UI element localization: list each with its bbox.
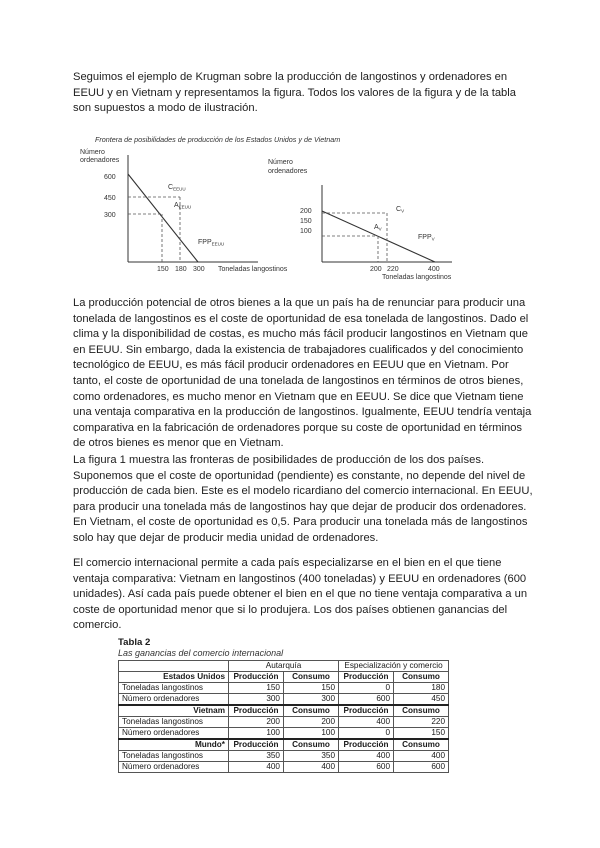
vn-ylabel-line2: ordenadores bbox=[268, 168, 308, 175]
vn-xtick-220: 220 bbox=[387, 266, 399, 273]
table-cell: 0 bbox=[339, 728, 394, 740]
vn-xtick-200: 200 bbox=[370, 266, 382, 273]
usa-xtick-180: 180 bbox=[175, 266, 187, 273]
row-label: Número ordenadores bbox=[119, 728, 229, 740]
table-cell: 400 bbox=[284, 762, 339, 773]
table-row bbox=[119, 694, 449, 706]
column-header: Producción bbox=[339, 705, 394, 717]
table-cell: 350 bbox=[284, 751, 339, 762]
vn-point-c-label: $C_V$ bbox=[396, 206, 405, 214]
table-cell: 400 bbox=[339, 751, 394, 762]
vn-ylabel-line1: Número bbox=[268, 159, 293, 166]
table-cell: 600 bbox=[339, 762, 394, 773]
vn-xlabel: Toneladas langostinos bbox=[382, 274, 452, 281]
table-cell: 450 bbox=[394, 694, 449, 706]
usa-ytick-300: 300 bbox=[104, 212, 116, 219]
section-header-row bbox=[119, 739, 449, 751]
vn-frontier-label: $FPP_V$ bbox=[418, 234, 435, 242]
column-header: Consumo bbox=[284, 705, 339, 717]
table-row bbox=[119, 728, 449, 740]
row-label: Toneladas langostinos bbox=[119, 751, 229, 762]
table-cell: 350 bbox=[229, 751, 284, 762]
table-cell: 400 bbox=[394, 751, 449, 762]
table-subtitle: Las ganancias del comercio internacional bbox=[118, 648, 284, 658]
column-header: Producción bbox=[229, 705, 284, 717]
usa-panel bbox=[80, 149, 288, 273]
group-especializacion: Especialización y comercio bbox=[339, 661, 449, 672]
table-cell: 400 bbox=[339, 717, 394, 728]
table-cell: 200 bbox=[229, 717, 284, 728]
usa-point-c-label: $C_{EEUU}$ bbox=[168, 184, 186, 192]
vn-ytick-150: 150 bbox=[300, 218, 312, 225]
column-header: Consumo bbox=[394, 672, 449, 683]
table-cell: 200 bbox=[284, 717, 339, 728]
table-row bbox=[119, 683, 449, 694]
table-cell: 180 bbox=[394, 683, 449, 694]
gains-table bbox=[118, 660, 449, 773]
usa-ylabel-line2: ordenadores bbox=[80, 157, 120, 164]
section-header-row bbox=[119, 672, 449, 683]
usa-ytick-450: 450 bbox=[104, 195, 116, 202]
column-header: Consumo bbox=[284, 672, 339, 683]
vn-xtick-400: 400 bbox=[428, 266, 440, 273]
table-cell: 300 bbox=[284, 694, 339, 706]
figure-explanation-paragraph: La figura 1 muestra las fronteras de posibilidades de producción de los dos países. Suponemos que el coste de oportunidad (pendiente) es constante, no depende del nivel de producción de cada bien. Este es el modelo ricardiano del comercio internacional. En EEUU, para producir una tonelada más de langostinos hay que dejar de producir dos ordenadores. En Vietnam, el coste de oportunidad es 0,5. Para producir una tonelada más de langostinos solo hay que dejar de producir media unidad de ordenadores. bbox=[73, 454, 533, 544]
usa-frontier-label: $FPP_{EEUU}$ bbox=[198, 239, 225, 247]
usa-ylabel-line1: Número bbox=[80, 149, 105, 156]
figure-title: Frontera de posibilidades de producción de los Estados Unidos y de Vietnam bbox=[95, 135, 341, 144]
table-group-header-row bbox=[119, 661, 449, 672]
table-cell: 300 bbox=[229, 694, 284, 706]
table-cell: 400 bbox=[229, 762, 284, 773]
intro-paragraph: Seguimos el ejemplo de Krugman sobre la producción de langostinos y ordenadores en EEUU y en Vietnam y representamos la figura. Todos los valores de la figura y de la tabla son supuestos a modo de ilustración. bbox=[73, 71, 516, 115]
gains-table-block bbox=[118, 637, 448, 773]
column-header: Producción bbox=[339, 672, 394, 683]
row-label: Número ordenadores bbox=[119, 762, 229, 773]
section-header-row bbox=[119, 705, 449, 717]
table-cell: 100 bbox=[229, 728, 284, 740]
vn-ytick-100: 100 bbox=[300, 228, 312, 235]
column-header: Producción bbox=[229, 672, 284, 683]
usa-ytick-600: 600 bbox=[104, 174, 116, 181]
usa-xlabel: Toneladas langostinos bbox=[218, 266, 288, 273]
column-header: Consumo bbox=[394, 739, 449, 751]
opportunity-cost-paragraph: La producción potencial de otros bienes a la que un país ha de renunciar para producir una tonelada de langostinos es el coste de oportunidad de esa tonelada de langostinos. Dado el clima y la disponibilidad de costas, es mucho más fácil producir langostinos en Vietnam que en EEUU. Sin embargo, dada la existencia de trabajadores cualificados y del conocimiento tecnológico de EEUU, es más fácil producir ordenadores en EEUU que en Vietnam. Por tanto, el coste de oportunidad de una tonelada de langostinos en términos de otros bienes, como ordenadores, es mucho menor en Vietnam que en EEUU. Se dice que Vietnam tiene una ventaja comparativa en la producción de langostinos. Igualmente, EEUU tendría ventaja comparativa en la fabricación de ordenadores porque su coste de oportunidad en términos de otros bienes es menor que en Vietnam. bbox=[73, 297, 532, 450]
table-cell: 600 bbox=[339, 694, 394, 706]
column-header: Consumo bbox=[394, 705, 449, 717]
table-title: Tabla 2 bbox=[118, 637, 151, 648]
column-header: Producción bbox=[339, 739, 394, 751]
column-header: Consumo bbox=[284, 739, 339, 751]
vn-point-a-label: $A_V$ bbox=[374, 224, 382, 232]
section-name: Vietnam bbox=[119, 705, 229, 717]
table-corner-cell bbox=[119, 661, 229, 672]
table-cell: 150 bbox=[394, 728, 449, 740]
group-autarquia: Autarquía bbox=[229, 661, 339, 672]
usa-point-a-label: $A_{EEUU}$ bbox=[174, 202, 192, 210]
usa-xtick-150: 150 bbox=[157, 266, 169, 273]
table-cell: 100 bbox=[284, 728, 339, 740]
trade-paragraph: El comercio internacional permite a cada país especializarse en el bien en el que tiene ventaja comparativa: Vietnam en langostinos (400 toneladas) y EEUU en ordenadores (600 unidades). Así cada país puede obtener el bien en el que no tiene ventaja comparativa a un coste de oportunidad menor que si lo produjera. Los dos países obtienen ganancias del comercio. bbox=[73, 557, 528, 632]
table-cell: 600 bbox=[394, 762, 449, 773]
usa-xtick-300: 300 bbox=[193, 266, 205, 273]
column-header: Producción bbox=[229, 739, 284, 751]
section-name: Mundo* bbox=[119, 739, 229, 751]
section-name: Estados Unidos bbox=[119, 672, 229, 683]
vietnam-panel bbox=[268, 159, 452, 281]
ppf-figure bbox=[0, 0, 600, 290]
row-label: Número ordenadores bbox=[119, 694, 229, 706]
usa-frontier-line bbox=[128, 174, 198, 262]
table-cell: 0 bbox=[339, 683, 394, 694]
table-cell: 150 bbox=[229, 683, 284, 694]
table-cell: 150 bbox=[284, 683, 339, 694]
table-row bbox=[119, 762, 449, 773]
table-cell: 220 bbox=[394, 717, 449, 728]
table-row bbox=[119, 751, 449, 762]
row-label: Toneladas langostinos bbox=[119, 683, 229, 694]
table-row bbox=[119, 717, 449, 728]
vn-ytick-200: 200 bbox=[300, 208, 312, 215]
row-label: Toneladas langostinos bbox=[119, 717, 229, 728]
